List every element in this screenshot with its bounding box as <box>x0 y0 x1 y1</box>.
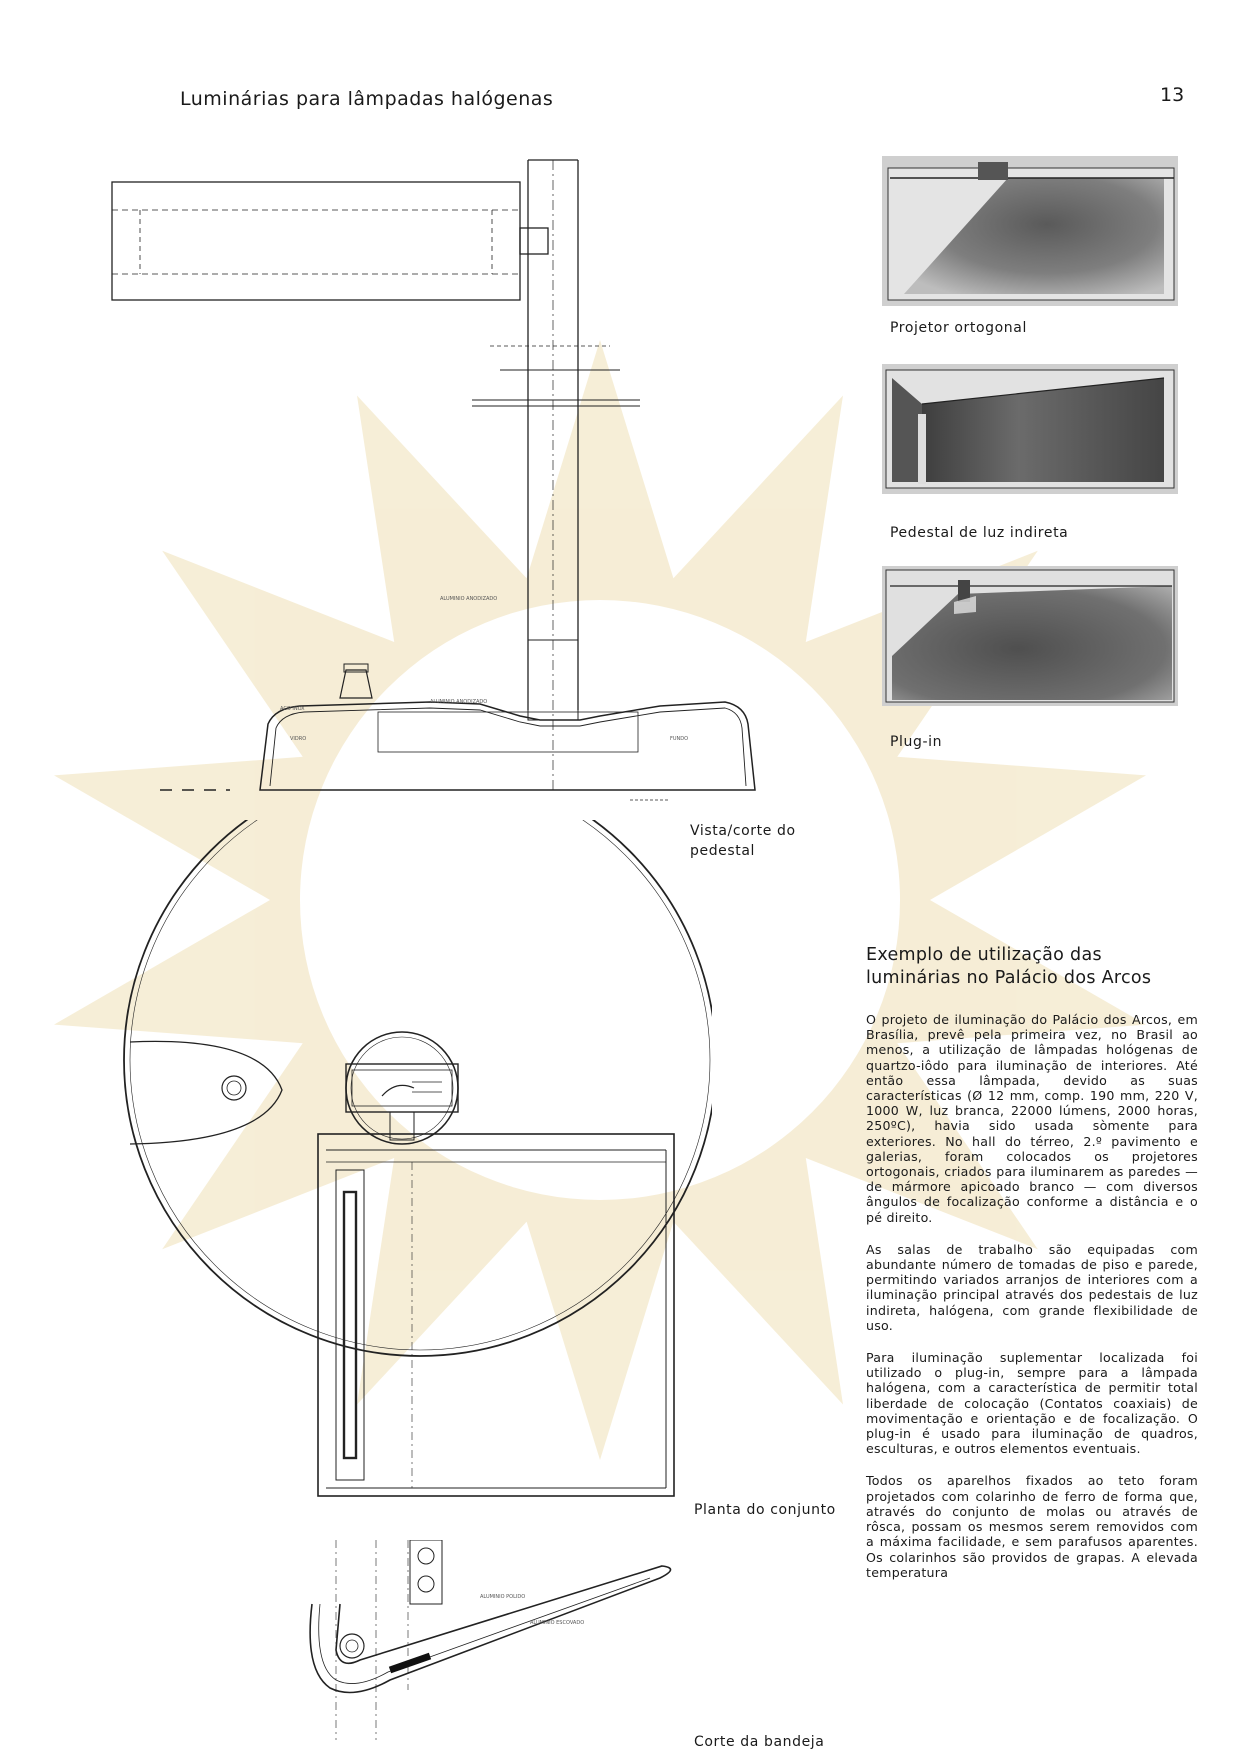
planta-do-conjunto-caption: Planta do conjunto <box>694 1502 836 1518</box>
corte-da-bandeja-drawing <box>300 1540 700 1754</box>
article-title: Exemplo de utilização das luminárias no Palácio dos Arcos <box>866 945 1152 988</box>
pedestal-luz-indireta-photo <box>882 364 1178 494</box>
svg-text:ALUMINIO ESCOVADO: ALUMINIO ESCOVADO <box>530 1620 585 1626</box>
svg-text:FUNDO: FUNDO <box>670 736 689 742</box>
corte-da-bandeja-caption: Corte da bandeja <box>694 1734 825 1750</box>
projetor-ortogonal-photo <box>882 156 1178 306</box>
article-paragraph: O projeto de iluminação do Palácio dos Arcos, em Brasília, prevê pela primeira vez, no Brasil ao menos, a utilização de lâmpadas hológenas de quartzo-iôdo para iluminação de interiores. Até então essa lâmpada, devido as suas características (Ø 12 mm, comp. 190 mm, 220 V, 1000 W, luz branca, 22000 lúmens, 2000 horas, 250ºC), havia sido usada sòmente para exteriores. No hall do térreo, 2.º pavimento e galerias, foram colocados os projetores ortogonais, criados para iluminarem as paredes — de mármore apicoado branco — com diversos ângulos de focalização conforme a distância e o pé direito. <box>866 1012 1198 1225</box>
projetor-ortogonal-caption: Projetor ortogonal <box>890 320 1027 336</box>
plug-in-photo <box>882 566 1178 706</box>
svg-text:ALUMINIO ANODIZADO: ALUMINIO ANODIZADO <box>440 596 498 602</box>
svg-text:ALUMINIO POLIDO: ALUMINIO POLIDO <box>480 1594 526 1600</box>
vista-corte-caption: Vista/corte do pedestal <box>690 823 796 859</box>
pedestal-elevation-drawing <box>100 150 860 810</box>
svg-text:VIDRO: VIDRO <box>290 736 307 742</box>
article-paragraph: Para iluminação suplementar localizada foi utilizado o plug-in, sempre para a lâmpada halógena, com a característica de permitir total liberdade de colocação (Contatos coaxiais) de movimentação e orientação e de focalização. O plug-in é usado para iluminação de quadros, esculturas, e outros elementos eventuais. <box>866 1350 1198 1457</box>
page-header-title: Luminárias para lâmpadas halógenas <box>180 88 554 110</box>
article <box>866 944 1198 1597</box>
plug-in-caption: Plug-in <box>890 734 943 750</box>
pedestal-luz-indireta-caption: Pedestal de luz indireta <box>890 525 1069 541</box>
svg-text:ACO INOX: ACO INOX <box>280 706 305 712</box>
page-number: 13 <box>1160 84 1185 106</box>
planta-do-conjunto-drawing <box>112 820 712 1500</box>
article-paragraph: Todos os aparelhos fixados ao teto foram projetados com colarinho de ferro de forma que, através do conjunto de molas ou através de rôsca, possam os mesmos serem removidos com a máxima facilidade, e sem parafusos aparentes. Os colarinhos são providos de grapas. A elevada temperatura <box>866 1473 1198 1580</box>
article-paragraph: As salas de trabalho são equipadas com abundante número de tomadas de piso e parede, permitindo variados arranjos de interiores com a iluminação principal através dos pedestais de luz indireta, halógena, com grande flexibilidade de uso. <box>866 1241 1198 1333</box>
svg-text:ALUMINIO ANODIZADO: ALUMINIO ANODIZADO <box>430 699 488 705</box>
